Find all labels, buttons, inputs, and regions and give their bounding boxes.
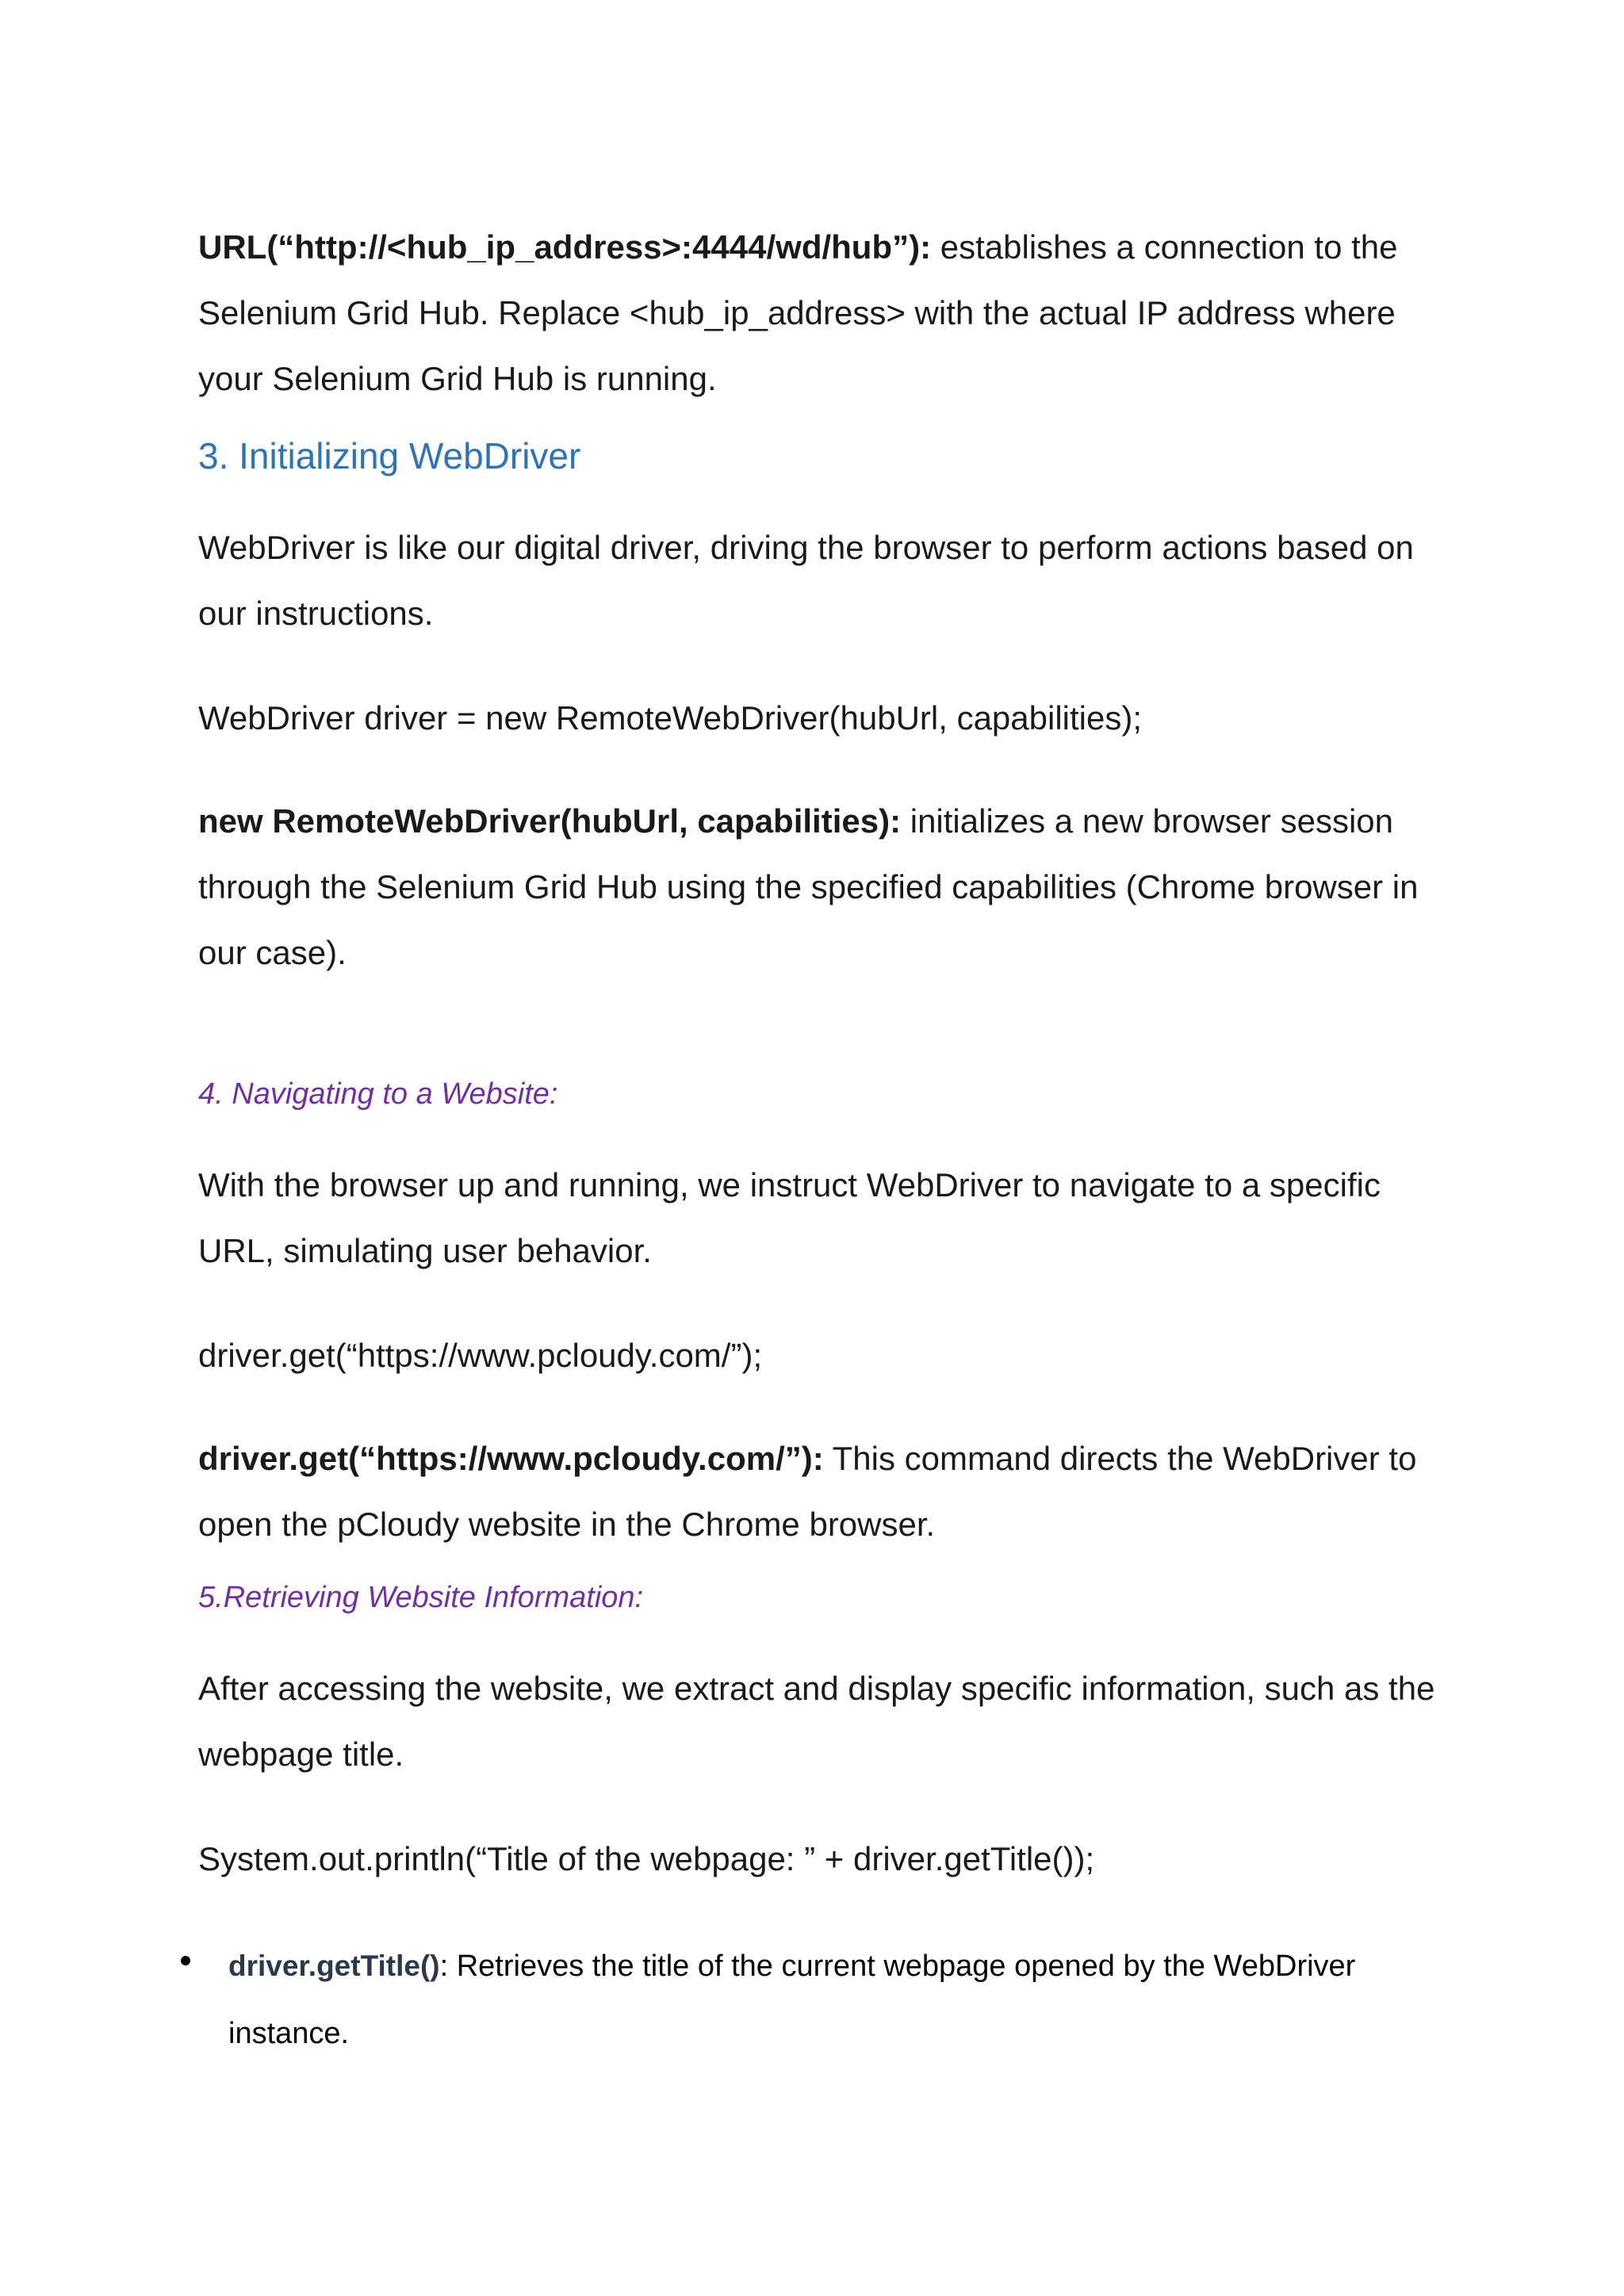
para3-line2: through the Selenium Grid Hub using the specified capabilities (Chrome browser in xyxy=(198,868,1419,905)
paragraph-webdriver-intro xyxy=(198,515,1435,646)
bullet-line2-text: instance. xyxy=(228,2017,350,2050)
url-term: URL(“http://<hub_ip_address>:4444/wd/hub”): xyxy=(198,228,932,266)
bullet-dot-icon xyxy=(181,1956,190,1965)
para1-line1-text: establishes a connection to the xyxy=(931,228,1398,266)
para5-line2: open the pCloudy website in the Chrome browser. xyxy=(198,1506,936,1543)
heading-initializing-webdriver: 3. Initializing WebDriver xyxy=(198,435,581,476)
bullet-separator: : xyxy=(439,1950,449,1983)
paragraph-url-explanation xyxy=(198,214,1435,411)
para4-line2: URL, simulating user behavior. xyxy=(198,1232,652,1269)
para3-line1-text: initializes a new browser session xyxy=(901,802,1393,840)
para6-line2: webpage title. xyxy=(198,1735,404,1773)
code-line-println-title: System.out.println(“Title of the webpage: ” + driver.getTitle()); xyxy=(198,1840,1095,1877)
para6-line1: After accessing the website, we extract and display specific information, such as the xyxy=(198,1670,1435,1707)
heading-retrieving-website-information: 5.Retrieving Website Information: xyxy=(198,1581,644,1614)
para5-line1-text: This command directs the WebDriver to xyxy=(823,1440,1417,1477)
para2-line1: WebDriver is like our digital driver, driving the browser to perform actions based on xyxy=(198,529,1414,566)
para1-line3: your Selenium Grid Hub is running. xyxy=(198,360,717,397)
paragraph-driver-get-explanation xyxy=(198,1425,1435,1557)
para4-line1: With the browser up and running, we instruct WebDriver to navigate to a specific xyxy=(198,1166,1381,1203)
bullet-line1-text: Retrieves the title of the current webpage opened by the WebDriver xyxy=(448,1950,1356,1983)
code-line-driver-get: driver.get(“https://www.pcloudy.com/”); xyxy=(198,1337,763,1374)
paragraph-retrieve-intro xyxy=(198,1655,1435,1787)
code-line-remote-webdriver: WebDriver driver = new RemoteWebDriver(hubUrl, capabilities); xyxy=(198,699,1143,737)
para2-line2: our instructions. xyxy=(198,595,434,632)
para3-line3: our case). xyxy=(198,934,347,971)
heading-navigating-to-website: 4. Navigating to a Website: xyxy=(198,1077,558,1111)
driver-get-term: driver.get(“https://www.pcloudy.com/”): xyxy=(198,1440,824,1477)
paragraph-navigate-intro xyxy=(198,1152,1435,1284)
paragraph-remote-webdriver-explanation xyxy=(198,788,1435,985)
para1-line2: Selenium Grid Hub. Replace <hub_ip_address> with the actual IP address where xyxy=(198,294,1396,331)
get-title-term: driver.getTitle() xyxy=(228,1950,440,1982)
remote-webdriver-term: new RemoteWebDriver(hubUrl, capabilities): xyxy=(198,802,902,840)
